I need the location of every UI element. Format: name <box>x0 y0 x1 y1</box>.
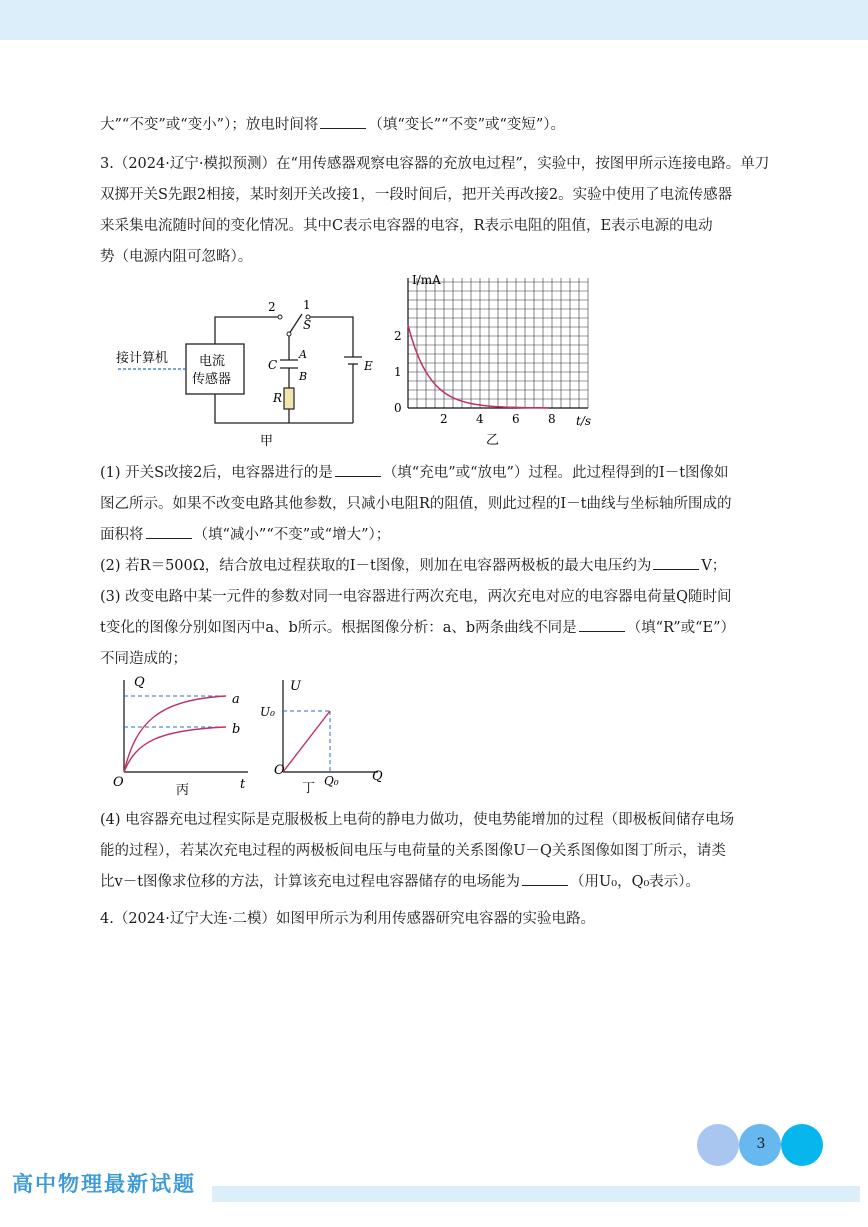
page-number: 3 <box>756 1136 766 1152</box>
resistor-symbol <box>284 388 294 409</box>
it-xtick-6: 6 <box>512 412 520 426</box>
question-3-line-2: 双掷开关S先跟2相接，某时刻开关改接1，一段时间后，把开关再改接2。实验中使用了电流传感器 <box>100 187 733 203</box>
it-ytick-0: 0 <box>394 401 402 415</box>
it-xtick-4: 4 <box>476 412 484 426</box>
it-ytick-1: 1 <box>394 365 402 379</box>
sub-1-line-3: 面积将 （填“减小”“不变”或“增大”）； <box>100 520 790 551</box>
header-band <box>0 0 868 40</box>
figure-caption-bing: 丙 <box>176 783 190 797</box>
plate-a-label: A <box>299 348 307 361</box>
it-xtick-8: 8 <box>548 412 556 426</box>
uq-origin: O <box>274 763 285 778</box>
qt-label-a: a <box>232 692 240 707</box>
computer-label: 接计算机 <box>116 351 169 366</box>
question-4-line-1: 4.（2024·辽宁大连·二模）如图甲所示为利用传感器研究电容器的实验电路。 <box>100 911 595 927</box>
uq-ylabel: U <box>290 679 301 694</box>
qt-origin: O <box>113 775 124 790</box>
sub-3-line-3: 不同造成的； <box>100 651 187 667</box>
sub-4-line-2: 能的过程），若某次充电过程的两极板间电压与电荷量的关系图像U－Q关系图像如图丁所示，请类 <box>100 843 726 859</box>
uq-graph <box>258 672 393 797</box>
circuit-diagram <box>108 292 388 452</box>
qt-ylabel: Q <box>134 675 145 690</box>
uq-line <box>283 711 330 772</box>
sensor-label-2: 传感器 <box>192 372 232 387</box>
qt-label-b: b <box>232 722 241 737</box>
it-graph <box>390 270 605 450</box>
uq-q0: Q₀ <box>324 774 339 788</box>
capacitor-label: C <box>268 358 278 372</box>
it-ylabel: I/mA <box>412 273 441 287</box>
it-xtick-2: 2 <box>440 412 448 426</box>
page-circle-right <box>781 1124 823 1166</box>
question-3-line-1: 3.（2024·辽宁·模拟预测）在“用传感器观察电容器的充放电过程”，实验中，按图甲所示连接电路。单刀 <box>100 156 770 172</box>
qt-graph <box>108 672 258 797</box>
page-circle-left <box>697 1124 739 1166</box>
paragraph-prev-end: 大”“不变”或“变小”）；放电时间将 （填“变长”“不变”或“变短”）。 <box>100 110 790 141</box>
footer-band <box>212 1186 860 1202</box>
it-xlabel: t/s <box>576 414 592 428</box>
sub-3-line-1: (3) 改变电路中某一元件的参数对同一电容器进行两次充电，两次充电对应的电容器电荷量Q随时间 <box>100 589 732 605</box>
uq-u0: U₀ <box>260 705 275 719</box>
qt-curve-a <box>124 696 226 772</box>
uq-xlabel: Q <box>372 769 383 784</box>
emf-label: E <box>364 359 373 373</box>
sub-4-line-1: (4) 电容器充电过程实际是克服极板上电荷的静电力做功，使电势能增加的过程（即极板间储存电场 <box>100 812 735 828</box>
figure-caption-ding: 丁 <box>302 781 316 796</box>
sub-1-line-2: 图乙所示。如果不改变电路其他参数，只减小电阻R的阻值，则此过程的I－t曲线与坐标轴所围成的 <box>100 496 732 512</box>
switch-label: S <box>303 318 312 332</box>
sub-3-line-2: t变化的图像分别如图丙中a、b所示。根据图像分析：a、b两条曲线不同是 （填“R”或“E”） <box>100 613 790 644</box>
it-curve <box>408 325 548 408</box>
plate-b-label: B <box>299 370 308 383</box>
figure-caption-yi: 乙 <box>486 433 500 448</box>
sub-4-line-3: 比v－t图像求位移的方法，计算该充电过程电容器储存的电场能为 （用U₀，Q₀表示）。 <box>100 867 790 898</box>
sensor-label-1: 电流 <box>199 354 226 369</box>
sub-2-line-1: (2) 若R＝500Ω，结合放电过程获取的I－t图像，则加在电容器两极板的最大电压约为 V； <box>100 551 790 582</box>
question-3-line-3: 来采集电流随时间的变化情况。其中C表示电容器的电容，R表示电阻的阻值，E表示电源的电动 <box>100 218 713 234</box>
answer-blank <box>320 114 366 129</box>
figure-caption-jia: 甲 <box>260 434 274 449</box>
footer-brand: 高中物理最新试题 <box>12 1172 196 1196</box>
resistor-label: R <box>273 391 283 405</box>
switch-pos-1: 1 <box>303 298 311 312</box>
question-3-line-4: 势（电源内阻可忽略）。 <box>100 249 253 265</box>
sub-1-line-1: (1) 开关S改接2后，电容器进行的是 （填“充电”或“放电”）过程。此过程得到的I－t图像如 <box>100 458 790 489</box>
it-ytick-2: 2 <box>394 329 402 343</box>
switch-pos-2: 2 <box>268 300 276 314</box>
qt-xlabel: t <box>240 777 246 792</box>
